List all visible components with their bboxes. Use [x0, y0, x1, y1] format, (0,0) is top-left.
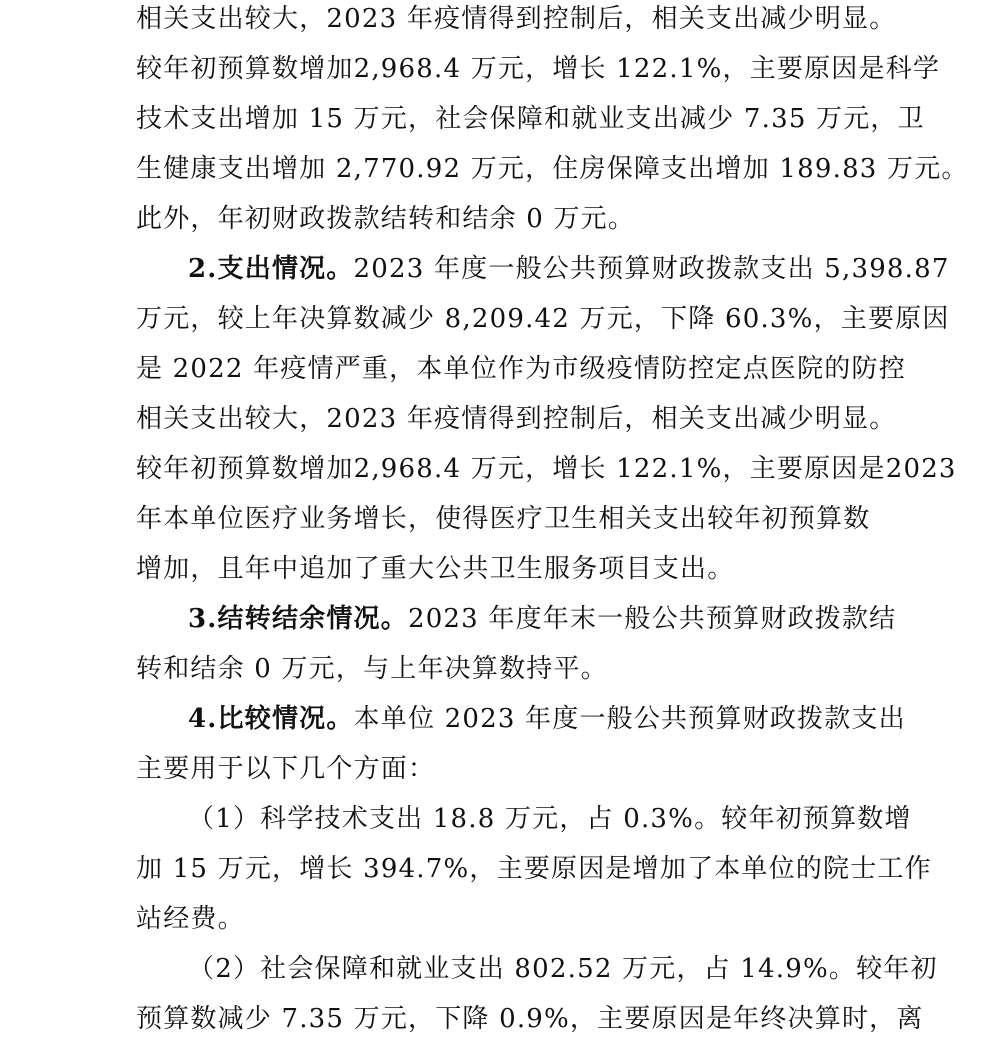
- section-heading: 4.比较情况。: [188, 704, 354, 734]
- section-text: 本单位 2023 年度一般公共预算财政拨款支出: [353, 704, 906, 734]
- section-heading: 3.结转结余情况。: [188, 604, 408, 634]
- list-item-line: （2）社会保障和就业支出 802.52 万元，占 14.9%。较年初: [188, 954, 938, 984]
- section-heading-line: [188, 601, 896, 637]
- paragraph-line: 增加，且年中追加了重大公共卫生服务项目支出。: [136, 554, 735, 584]
- paragraph-line: 转和结余 0 万元，与上年决算数持平。: [136, 654, 608, 684]
- paragraph-line: 较年初预算数增加2,968.4 万元，增长 122.1%，主要原因是2023: [136, 454, 957, 484]
- paragraph-line: 是 2022 年疫情严重，本单位作为市级疫情防控定点医院的防控: [136, 354, 906, 384]
- list-item-line: （1）科学技术支出 18.8 万元，占 0.3%。较年初预算数增: [188, 804, 912, 834]
- paragraph-line: 年本单位医疗业务增长，使得医疗卫生相关支出较年初预算数: [136, 504, 871, 534]
- section-text: 2023 年度年末一般公共预算财政拨款结: [407, 604, 897, 634]
- section-text: 2023 年度一般公共预算财政拨款支出 5,398.87: [353, 254, 950, 284]
- paragraph-line: 生健康支出增加 2,770.92 万元，住房保障支出增加 189.83 万元。: [136, 154, 969, 184]
- paragraph-line: 相关支出较大，2023 年疫情得到控制后，相关支出减少明显。: [136, 4, 897, 34]
- paragraph-line: 相关支出较大，2023 年疫情得到控制后，相关支出减少明显。: [136, 404, 897, 434]
- section-heading-line: [188, 701, 906, 737]
- section-heading: 2.支出情况。: [188, 254, 354, 284]
- paragraph-line: 较年初预算数增加2,968.4 万元，增长 122.1%，主要原因是科学: [136, 54, 941, 84]
- paragraph-line: 主要用于以下几个方面：: [136, 754, 436, 784]
- paragraph-line: 站经费。: [136, 904, 245, 934]
- paragraph-line: 技术支出增加 15 万元，社会保障和就业支出减少 7.35 万元，卫: [136, 104, 925, 134]
- paragraph-line: 此外，年初财政拨款结转和结余 0 万元。: [136, 204, 636, 234]
- paragraph-line: 预算数减少 7.35 万元，下降 0.9%，主要原因是年终决算时，离: [136, 1004, 924, 1034]
- paragraph-line: 加 15 万元，增长 394.7%，主要原因是增加了本单位的院士工作: [136, 854, 932, 884]
- section-heading-line: [188, 251, 950, 287]
- paragraph-line: 万元，较上年决算数减少 8,209.42 万元，下降 60.3%，主要原因: [136, 304, 950, 334]
